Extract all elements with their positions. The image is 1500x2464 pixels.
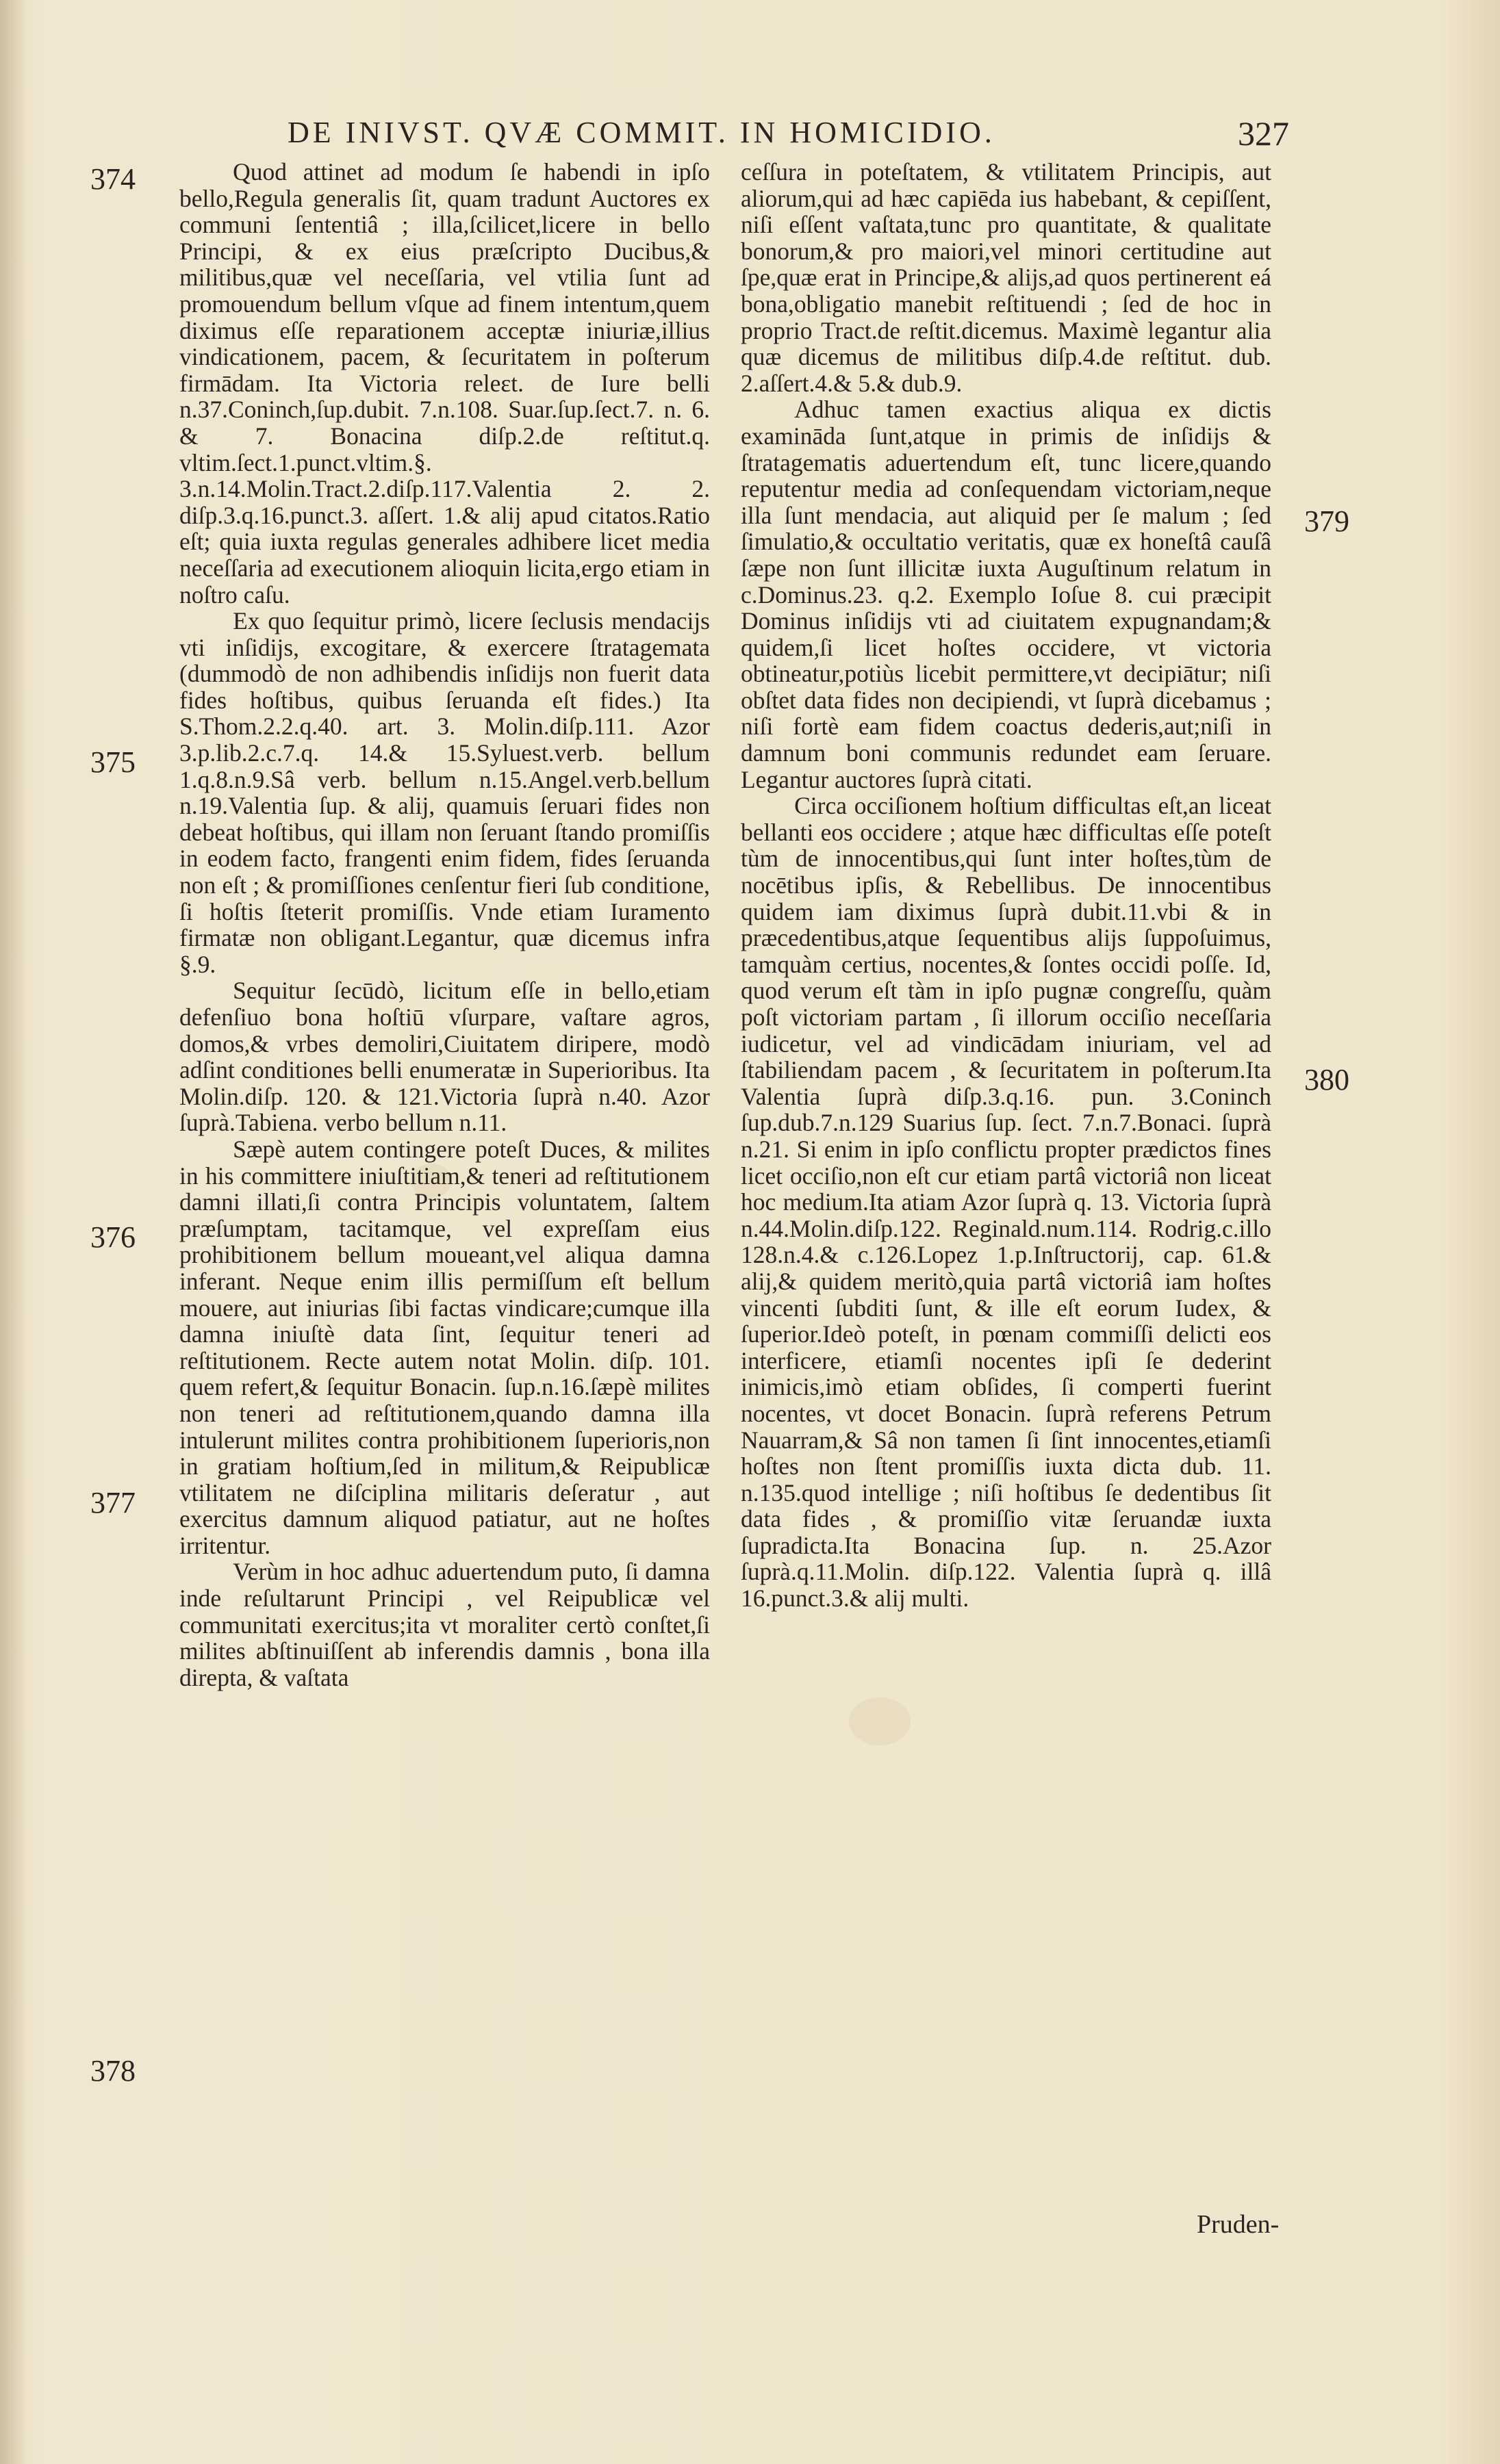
paragraph-378: Verùm in hoc adhuc aduertendum puto, ſi damna inde reſultarunt Principi , vel Reipublicæ vel communitati exercitus;ita vt moraliter certò conſtet,ſi milites abſtinuiſſent ab inferendis damnis , bona illa direpta, & vaſtata xyxy=(179,1558,710,1691)
left-column xyxy=(179,159,710,1691)
margin-number: 379 xyxy=(1304,504,1349,538)
paragraph-374: Quod attinet ad modum ſe habendi in ipſo bello,Regula generalis ſit, quam tradunt Auctores ex communi ſententiâ ; illa,ſcilicet,licere in bello Principi, & ex eius præſcripto Ducibus,& militibus,quæ vel neceſſaria, vel vtilia ſunt ad promouendum bellum vſque ad finem intentum,quem diximus eſſe reparationem acceptæ iniuriæ,illius vindicationem, pacem, & ſecuritatem in poſterum firmādam. Ita Victoria releɛt. de Iure belli n.37.Coninch,ſup.dubit. 7.n.108. Suar.ſup.ſect.7. n. 6. & 7. Bonacina diſp.2.de reſtitut.q. vltim.ſect.1.punct.vltim.§. 3.n.14.Molin.Tract.2.diſp.117.Valentia 2. 2. diſp.3.q.16.punct.3. aſſert. 1.& alij apud citatos.Ratio eſt; quia iuxta regulas generales adhibere licet media neceſſaria ad executionem alioquin licita,ergo etiam in noſtro caſu. xyxy=(179,158,710,608)
paragraph-375: Ex quo ſequitur primò, licere ſeclusis mendacijs vti inſidijs, excogitare, & exercere ſtratagemata (dummodò de non adhibendis inſidijs non fuerit data fides hoſtibus, quibus ſeruanda eſt fides.) Ita S.Thom.2.2.q.40. art. 3. Molin.diſp.111. Azor 3.p.lib.2.c.7.q. 14.& 15.Syluest.verb. bellum 1.q.8.n.9.Sâ verb. bellum n.15.Angel.verb.bellum n.19.Valentia ſup. & alij, quamuis ſeruari fides non debeat hoſtibus, qui illam non ſeruant ſtando promiſſis in eodem facto, frangenti enim fidem, fides ſeruanda non eſt ; & promiſſiones cenſentur fieri ſub conditione, ſi hoſtis ſteterit promiſſis. Vnde etiam Iuramento firmatæ non obligant.Legantur, quæ dicemus infra §.9. xyxy=(179,607,710,978)
margin-number: 376 xyxy=(90,1220,136,1254)
margin-number: 374 xyxy=(90,162,136,196)
paper-stain xyxy=(849,1697,911,1745)
paragraph-continuation: ceſſura in poteſtatem, & vtilitatem Principis, aut aliorum,qui ad hæc capiēda ius habebant, & cepiſſent, niſi eſſent vaſtata,tunc pro quantitate, & qualitate bonorum,& pro maiori,vel minori certitudine aut ſpe,quæ erat in Principe,& alijs,ad quos pertinerent eá bona,obligatio manebit reſtituendi ; ſed de hoc in proprio Tract.de reſtit.dicemus. Maximè legantur alia quæ dicemus de militibus diſp.4.de reſtitut. dub. 2.aſſert.4.& 5.& dub.9. xyxy=(741,158,1271,397)
margin-number: 375 xyxy=(90,745,136,779)
paragraph-379: Adhuc tamen exactius aliqua ex dictis examināda ſunt,atque in primis de inſidijs & ſtratagematis aduertendum eſt, tunc licere,quando reputentur media ad conſequendam victoriam,neque illa ſunt mendacia, aut aliquid per ſe malum ; ſed ſimulatio,& occultatio veritatis, quæ ex honeſtâ cauſâ ſæpe non ſunt illicitæ iuxta Auguſtinum relatum in c.Dominus.23. q.2. Exemplo Ioſue 8. cui præcipit Dominus inſidijs vti ad ciuitatem expugnandam;& quidem,ſi licet hoſtes occidere, vt victoria obtineatur,potiùs licebit permittere,vt decipiātur; niſi obſtet data fides non decipiendi, vt ſuprà dicebamus ; niſi fortè eam fidem coactus dederis,aut;niſi in damnum boni communis redundet eam ſeruare. Legantur auctores ſuprà citati. xyxy=(741,396,1271,793)
margin-number: 377 xyxy=(90,1486,136,1519)
running-title: DE INIVST. QVÆ COMMIT. IN HOMICIDIO. xyxy=(288,116,995,149)
paragraph-376: Sequitur ſecūdò, licitum eſſe in bello,etiam defenſiuo bona hoſtiū vſurpare, vaſtare agros, domos,& vrbes demoliri,Ciuitatem diripere, modò adſint conditiones belli enumeratæ in Superioribus. Ita Molin.diſp. 120. & 121.Victoria ſuprà n.40. Azor ſuprà.Tabiena. verbo bellum n.11. xyxy=(179,977,710,1137)
margin-number: 380 xyxy=(1304,1063,1349,1096)
paragraph-377: Sæpè autem contingere poteſt Duces, & milites in his committere iniuſtitiam,& teneri ad reſtitutionem damni illati,ſi contra Principis voluntatem, ſaltem præſumptam, tacitamque, vel expreſſam eius prohibitionem bellum moueant,vel aliqua damna inferant. Neque enim illis permiſſum eſt bellum mouere, aut iniurias ſibi factas vindicare;cumque illa damna iniuſtè data ſint, ſequitur teneri ad reſtitutionem. Recte autem notat Molin. diſp. 101. quem refert,& ſequitur Bonacin. ſup.n.16.ſæpè milites non teneri ad reſtitutionem,quando damna illa intulerunt milites contra prohibitionem ſuperioris,non in gratiam hoſtium,ſed in militum,& Reipublicæ vtilitatem ne diſciplina militaris deſeratur , aut exercitus damnum aliquod patiatur, aut ne hoſtes irritentur. xyxy=(179,1135,710,1559)
catchword: Pruden- xyxy=(1197,2210,1280,2239)
paragraph-380: Circa occiſionem hoſtium difficultas eſt,an liceat bellanti eos occidere ; atque hæc difficultas eſſe poteſt tùm de innocentibus,qui ſunt inter hoſtes,tùm de nocētibus ipſis, & Rebellibus. De innocentibus quidem iam diximus ſuprà dubit.11.vbi & in præcedentibus,atque ſequentibus alijs ſuppoſuimus, tamquàm certius, nocentes,& ſontes occidi poſſe. Id, quod verum eſt tàm in ipſo pugnæ congreſſu, quàm poſt victoriam partam , ſi illorum occiſio neceſſaria iudicetur, vel ad vindicādam iniuriam, vel ad ſtabiliendam pacem , & ſecuritatem in poſterum.Ita Valentia ſuprà diſp.3.q.16. pun. 3.Coninch ſup.dub.7.n.129 Suarius ſup. ſect. 7.n.7.Bonaci. ſuprà n.21. Si enim in ipſo conflictu propter prædictos fines licet occiſio,non eſt cur etiam partâ victoriâ non liceat hoc medium.Ita atiam Azor ſuprà q. 13. Victoria ſuprà n.44.Molin.diſp.122. Reginald.num.114. Rodrig.c.illo 128.n.4.& c.126.Lopez 1.p.Inſtructorij, cap. 61.& alij,& quidem meritò,quia partâ victoriâ iam hoſtes vincenti ſubditi ſunt, & ille eſt eorum Iudex, & ſuperior.Ideò poteſt, in pœnam commiſſi delicti eos interficere, etiamſi nocentes ipſi ſe dederint inimicis,imò etiam obſides, ſi comperti fuerint nocentes, vt docet Bonacin. ſuprà referens Petrum Nauarram,& Sâ non tamen ſi ſint innocentes,etiamſi hoſtes non ſtent promiſſis iuxta dicta dub. 11. n.135.quod intellige ; niſi hoſtibus ſe dedentibus ſit data fides , & promiſſio vitæ ſeruandæ iuxta ſupradicta.Ita Bonacina ſup. n. 25.Azor ſuprà.q.11.Molin. diſp.122. Valentia ſuprà q. illâ 16.punct.3.& alij multi. xyxy=(741,792,1271,1613)
margin-number: 378 xyxy=(90,2054,136,2088)
gutter-shadow xyxy=(0,0,27,2464)
right-column xyxy=(741,159,1271,1612)
page-number: 327 xyxy=(1238,114,1289,153)
